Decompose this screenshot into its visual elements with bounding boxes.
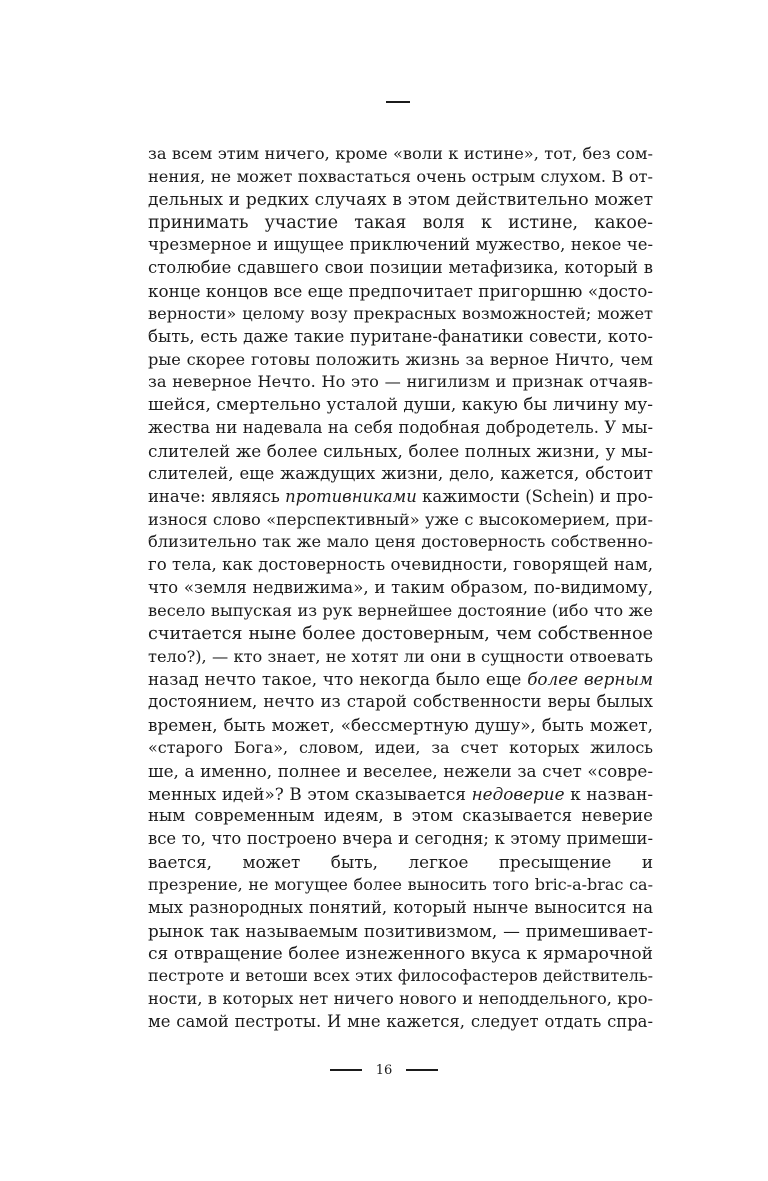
page-number: 16	[375, 1062, 393, 1078]
text-line	[148, 394, 653, 417]
page-footer	[0, 1060, 768, 1080]
text-segment: считается ныне более достоверным, чем собственное	[148, 623, 653, 644]
text-line	[148, 486, 653, 509]
text-segment: тело?), — кто знает, не хотят ли они в сущности отвоевать	[148, 646, 653, 666]
text-segment: за неверное Нечто. Но это — нигилизм и признак отчаяв-	[148, 372, 653, 392]
text-segment: принимать участие такая воля к истине, какое-	[148, 212, 653, 233]
text-line	[148, 166, 653, 189]
text-segment: рынок так называемым позитивизмом, — примешивает-	[148, 920, 653, 941]
text-segment: вается, может быть, легкое пресыщение и	[148, 852, 653, 873]
text-line	[148, 554, 653, 577]
text-line	[148, 851, 653, 874]
text-segment: слителей же более сильных, более полных жизни, у мы-	[148, 440, 653, 461]
text-line	[148, 920, 653, 943]
text-line	[148, 349, 653, 372]
text-line	[148, 965, 653, 988]
body-text	[148, 143, 653, 1034]
text-segment: ше, а именно, полнее и веселее, нежели за счет «совре-	[148, 760, 653, 781]
text-segment: достоянием, нечто из старой собственности веры былых	[148, 692, 653, 712]
text-segment: к назван-	[564, 783, 653, 804]
text-line	[148, 668, 653, 691]
text-segment: «старого Бога», словом, идеи, за счет которых жилось	[148, 737, 653, 757]
text-line	[148, 417, 653, 440]
text-line	[148, 509, 653, 532]
text-line	[148, 714, 653, 737]
text-line	[148, 760, 653, 783]
footer-dash-right	[406, 1069, 438, 1071]
text-segment: назад нечто такое, что некогда было еще	[148, 669, 528, 690]
text-segment: верности» целому возу прекрасных возможностей; может	[148, 303, 653, 323]
text-line	[148, 783, 653, 806]
text-line	[148, 440, 653, 463]
text-line	[148, 234, 653, 257]
text-segment: ме самой пестроты. И мне кажется, следует отдать спра-	[148, 1012, 653, 1032]
text-line	[148, 326, 653, 349]
text-line	[148, 600, 653, 623]
text-line	[148, 212, 653, 235]
text-line	[148, 828, 653, 851]
text-segment: за всем этим ничего, кроме «воли к истине», тот, без сом-	[148, 144, 653, 163]
text-segment: времен, быть может, «бессмертную душу», быть может,	[148, 715, 653, 736]
text-segment: ным современным идеям, в этом сказывается неверие	[148, 806, 653, 826]
text-line	[148, 943, 653, 966]
text-segment: менных идей»? В этом сказывается	[148, 783, 472, 804]
text-segment: что «земля недвижима», и таким образом, по-видимому,	[148, 578, 653, 598]
text-segment: кажимости (Schein) и про-	[416, 486, 653, 506]
text-segment: жества ни надевала на себя подобная добродетель. У мы-	[148, 418, 653, 438]
italic-emphasis: противниками	[285, 486, 417, 506]
text-line	[148, 577, 653, 600]
text-line	[148, 189, 653, 212]
text-line	[148, 805, 653, 828]
text-segment: ности, в которых нет ничего нового и неподдельного, кро-	[148, 989, 653, 1009]
text-segment: шейся, смертельно усталой души, какую бы личину му-	[148, 395, 653, 416]
text-segment: презрение, не могущее более выносить того bric-a-brac са-	[148, 875, 653, 894]
text-segment: столюбие сдавшего свои позиции метафизика, который в	[148, 258, 653, 278]
text-segment: го тела, как достоверность очевидности, говорящей нам,	[148, 555, 653, 575]
text-segment: рые скорее готовы положить жизнь за верное Ничто, чем	[148, 349, 653, 369]
text-segment: близительно так же мало ценя достоверность собственно-	[148, 532, 653, 552]
text-line	[148, 623, 653, 646]
text-segment: ся отвращение более изнеженного вкуса к ярмарочной	[148, 943, 653, 964]
text-segment: нения, не может похвастаться очень острым слухом. В от-	[148, 166, 653, 186]
footer-dash-left	[330, 1069, 362, 1071]
text-line	[148, 143, 653, 166]
text-segment: все то, что построено вчера и сегодня; к этому примеши-	[148, 829, 653, 849]
text-segment: конце концов все еще предпочитает пригоршню «досто-	[148, 281, 653, 302]
text-segment: износя слово «перспективный» уже с высокомерием, при-	[148, 509, 653, 529]
text-segment: быть, есть даже такие пуритане-фанатики совести, кото-	[148, 326, 653, 346]
top-rule	[386, 101, 410, 103]
text-line	[148, 988, 653, 1011]
text-line	[148, 646, 653, 669]
text-line	[148, 897, 653, 920]
text-line	[148, 737, 653, 760]
text-line	[148, 371, 653, 394]
text-line	[148, 303, 653, 326]
text-segment: чрезмерное и ищущее приключений мужество, некое че-	[148, 235, 653, 255]
text-line	[148, 257, 653, 280]
text-line	[148, 463, 653, 486]
text-line	[148, 691, 653, 714]
text-segment: иначе: являясь	[148, 486, 286, 506]
text-segment: пестроте и ветоши всех этих философастеров действитель-	[148, 966, 653, 986]
text-line	[148, 874, 653, 897]
text-segment: весело выпуская из рук вернейшее достояние (ибо что же	[148, 600, 653, 620]
italic-emphasis: более верным	[527, 669, 653, 690]
text-segment: дельных и редких случаях в этом действительно может	[148, 189, 653, 210]
text-segment: слителей, еще жаждущих жизни, дело, кажется, обстоит	[148, 463, 653, 483]
text-segment: мых разнородных понятий, который нынче выносится на	[148, 897, 653, 917]
text-line	[148, 280, 653, 303]
text-line	[148, 1011, 653, 1034]
text-line	[148, 531, 653, 554]
italic-emphasis: недоверие	[471, 783, 565, 804]
